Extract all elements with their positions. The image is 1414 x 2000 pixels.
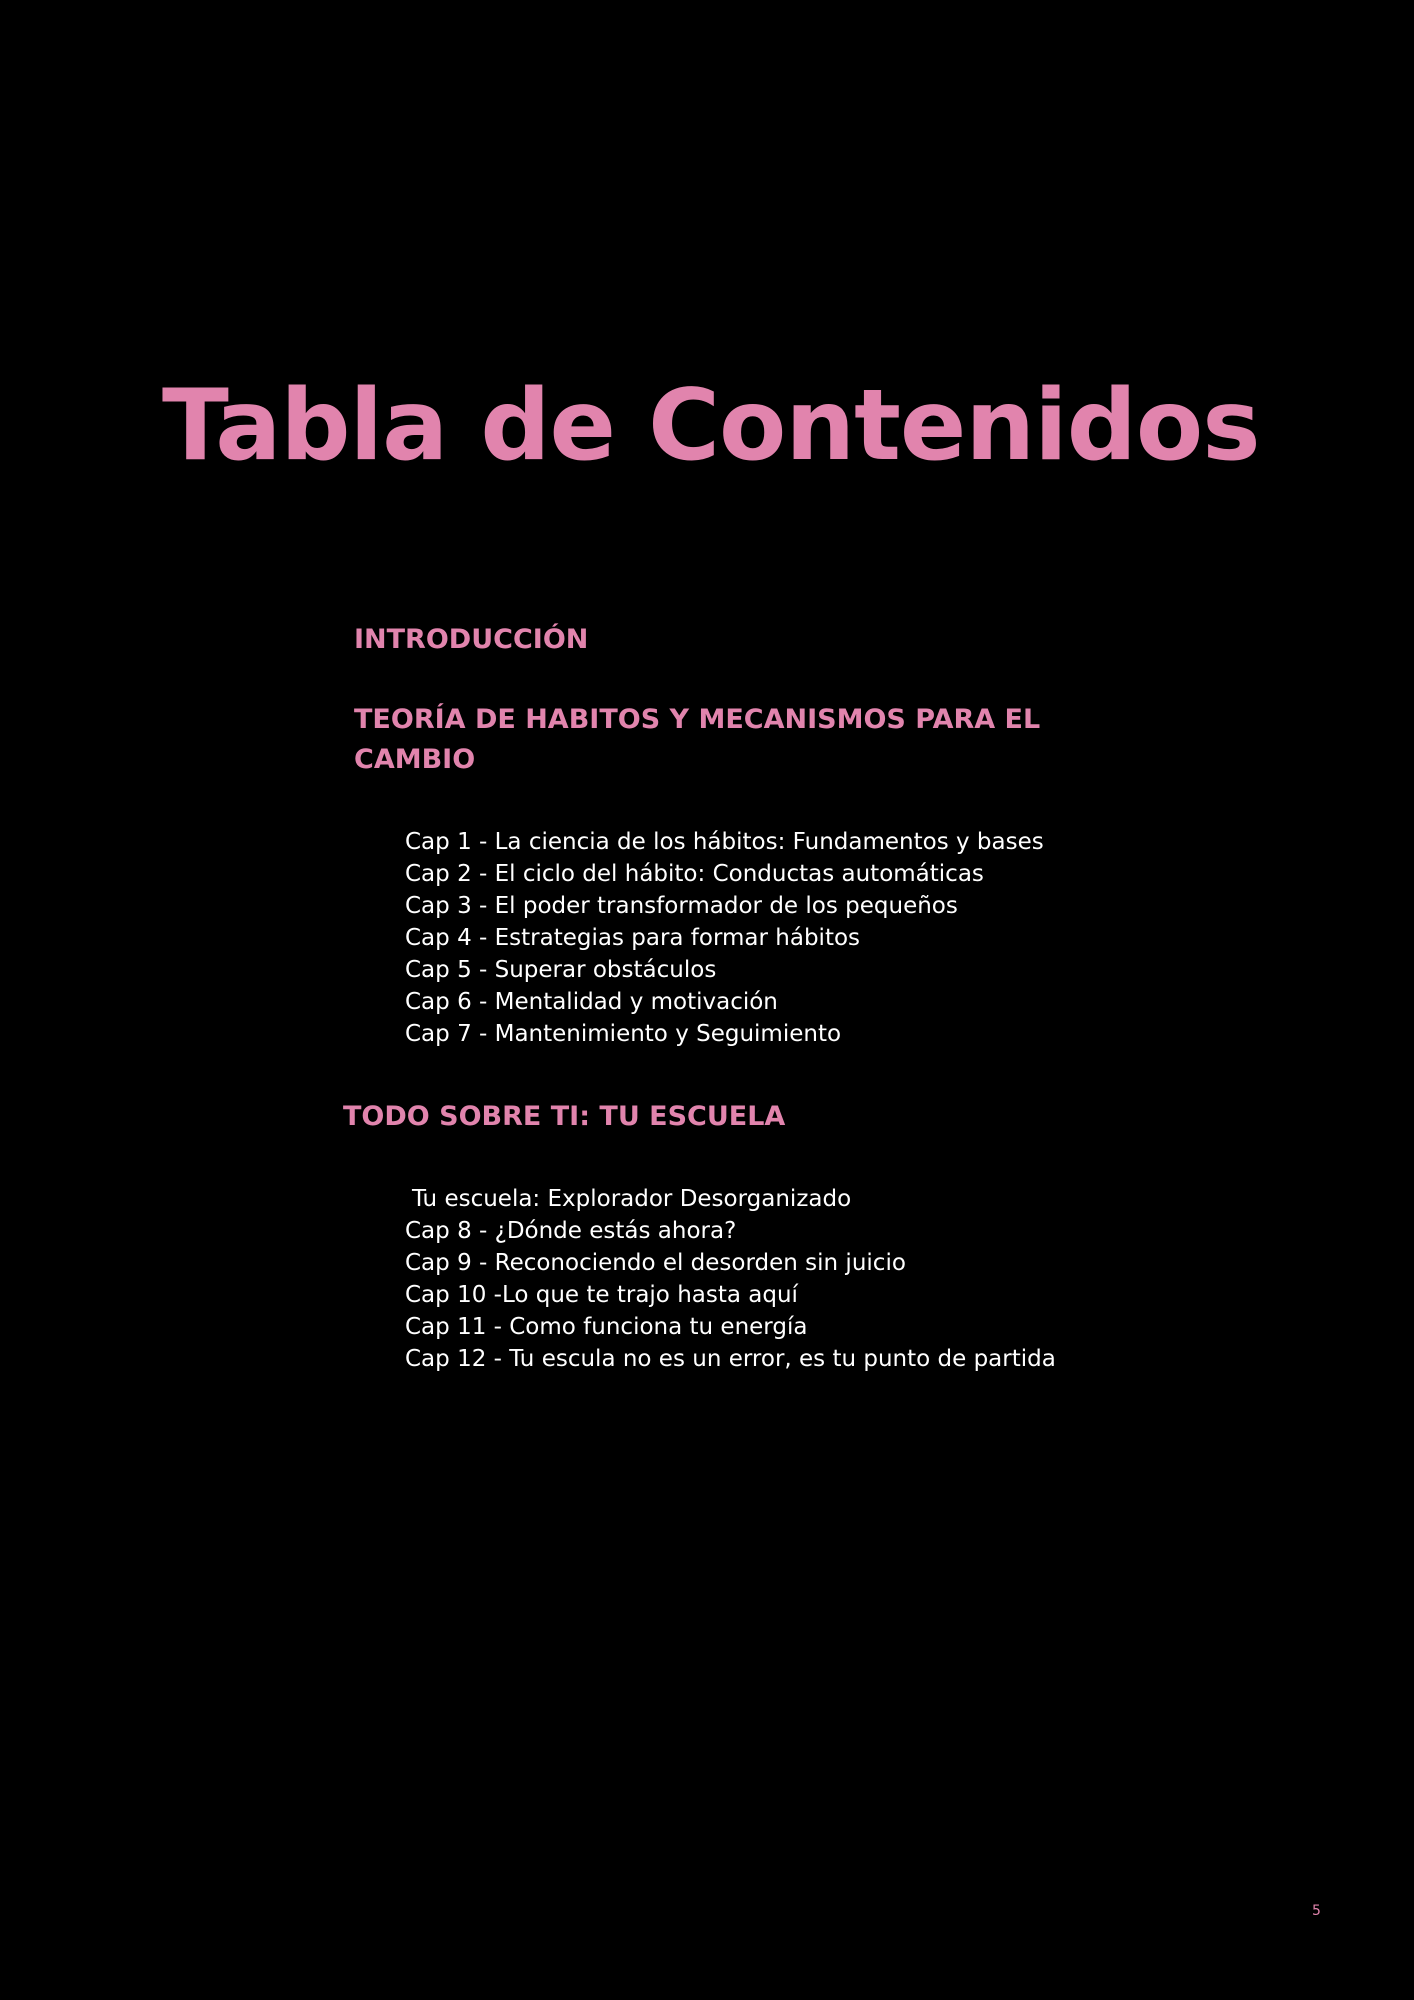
section-heading-line: CAMBIO [354, 744, 476, 775]
toc-entry-cap-7[interactable]: Cap 7 - Mantenimiento y Seguimiento [405, 1021, 842, 1047]
section-heading-line: INTRODUCCIÓN [354, 624, 589, 655]
toc-entry-cap-4[interactable]: Cap 4 - Estrategias para formar hábitos [405, 925, 861, 951]
section-heading-introduccion [354, 620, 588, 660]
section-heading-todo-sobre-ti [343, 1097, 785, 1137]
toc-entry-cap-11[interactable]: Cap 11 - Como funciona tu energía [405, 1314, 808, 1340]
section-heading-line: TODO SOBRE TI: TU ESCUELA [343, 1101, 786, 1132]
section-heading-teoria-de-habitos [354, 700, 1040, 780]
page-number: 5 [1312, 1903, 1321, 1919]
toc-entry-cap-12[interactable]: Cap 12 - Tu escula no es un error, es tu punto de partida [405, 1346, 1056, 1372]
chapter-list-todo-sobre-ti [405, 1183, 1056, 1375]
toc-entry-tu-escuela[interactable]: Tu escuela: Explorador Desorganizado [412, 1186, 852, 1212]
toc-entry-cap-5[interactable]: Cap 5 - Superar obstáculos [405, 957, 717, 983]
chapter-list-teoria [405, 826, 1044, 1050]
toc-entry-cap-10[interactable]: Cap 10 -Lo que te trajo hasta aquí [405, 1282, 798, 1308]
page-title: Tabla de Contenidos [162, 369, 1260, 483]
section-heading-line: TEORÍA DE HABITOS Y MECANISMOS PARA EL [354, 704, 1041, 735]
toc-entry-cap-8[interactable]: Cap 8 - ¿Dónde estás ahora? [405, 1218, 737, 1244]
toc-entry-cap-3[interactable]: Cap 3 - El poder transformador de los pequeños [405, 893, 958, 919]
toc-entry-cap-2[interactable]: Cap 2 - El ciclo del hábito: Conductas automáticas [405, 861, 984, 887]
toc-entry-cap-9[interactable]: Cap 9 - Reconociendo el desorden sin juicio [405, 1250, 906, 1276]
toc-entry-cap-6[interactable]: Cap 6 - Mentalidad y motivación [405, 989, 778, 1015]
toc-entry-cap-1[interactable]: Cap 1 - La ciencia de los hábitos: Fundamentos y bases [405, 829, 1044, 855]
